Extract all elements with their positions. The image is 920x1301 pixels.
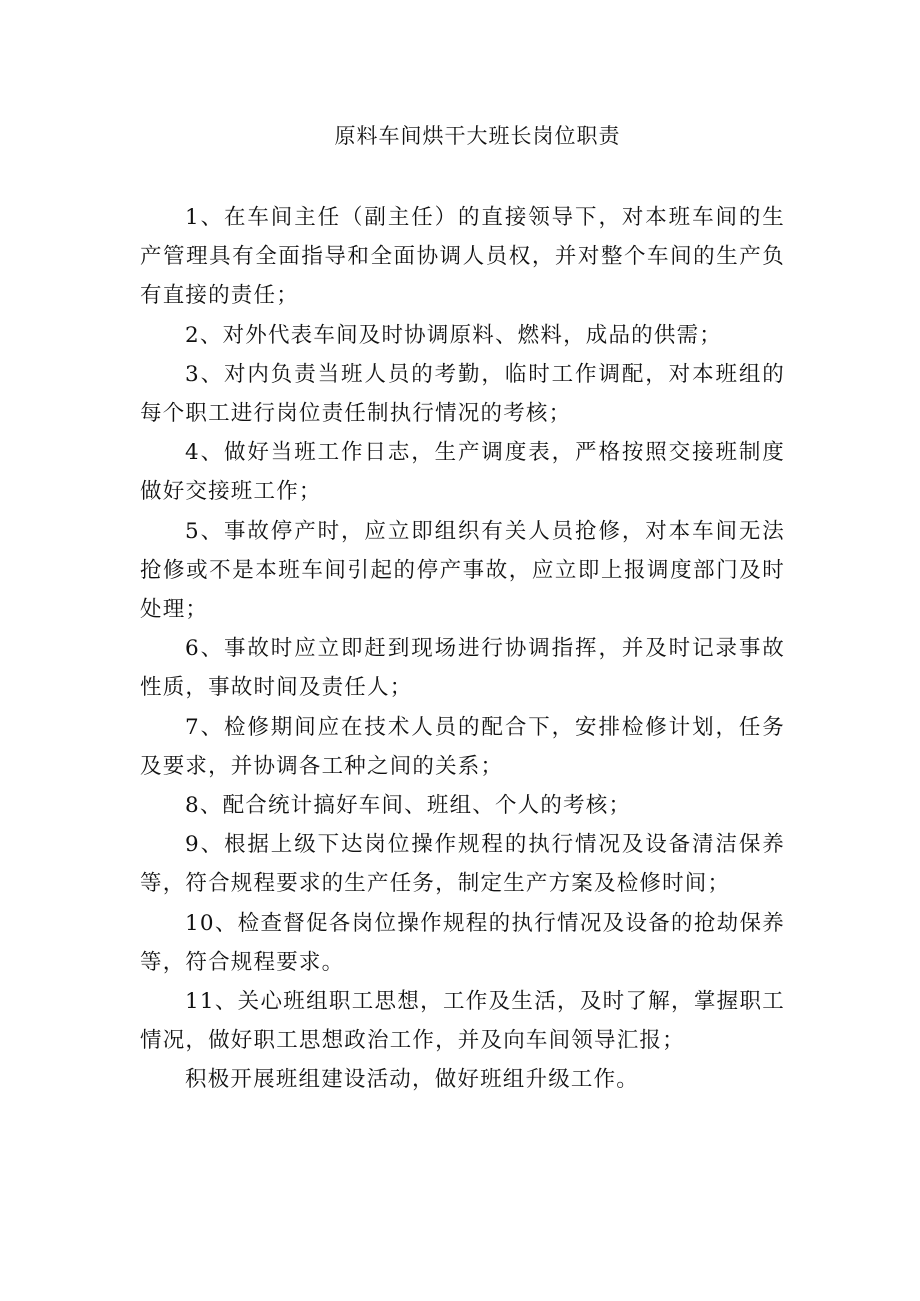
document-body (140, 198, 785, 1100)
paragraph-5: 5、事故停产时，应立即组织有关人员抢修，对本车间无法抢修或不是本班车间引起的停产事故，应立即上报调度部门及时处理； (140, 518, 785, 623)
paragraph-7: 7、检修期间应在技术人员的配合下，安排检修计划，任务及要求，并协调各工种之间的关系； (140, 714, 785, 779)
paragraph-2: 2、对外代表车间及时协调原料、燃料，成品的供需； (185, 322, 722, 348)
paragraph-6: 6、事故时应立即赶到现场进行协调指挥，并及时记录事故性质，事故时间及责任人； (140, 636, 785, 701)
paragraph-1: 1、在车间主任（副主任）的直接领导下，对本班车间的生产管理具有全面指导和全面协调人员权，并对整个车间的生产负有直接的责任； (140, 205, 785, 309)
document-page (140, 0, 785, 1100)
paragraph-8: 8、配合统计搞好车间、班组、个人的考核； (185, 793, 632, 819)
document-title: 原料车间烘干大班长岗位职责 (334, 124, 621, 148)
paragraph-11: 11、关心班组职工思想，工作及生活，及时了解，掌握职工情况，做好职工思想政治工作，并及向车间领导汇报； (140, 989, 785, 1054)
paragraph-3: 3、对内负责当班人员的考勤，临时工作调配，对本班组的每个职工进行岗位责任制执行情况的考核； (140, 361, 785, 427)
paragraph-9: 9、根据上级下达岗位操作规程的执行情况及设备清洁保养等，符合规程要求的生产任务，制定生产方案及检修时间； (140, 832, 785, 897)
paragraph-10: 10、检查督促各岗位操作规程的执行情况及设备的抢劫保养等，符合规程要求。 (140, 910, 785, 975)
paragraph-closing: 积极开展班组建设活动，做好班组升级工作。 (185, 1067, 640, 1093)
paragraph-4: 4、做好当班工作日志，生产调度表，严格按照交接班制度做好交接班工作； (140, 440, 785, 505)
